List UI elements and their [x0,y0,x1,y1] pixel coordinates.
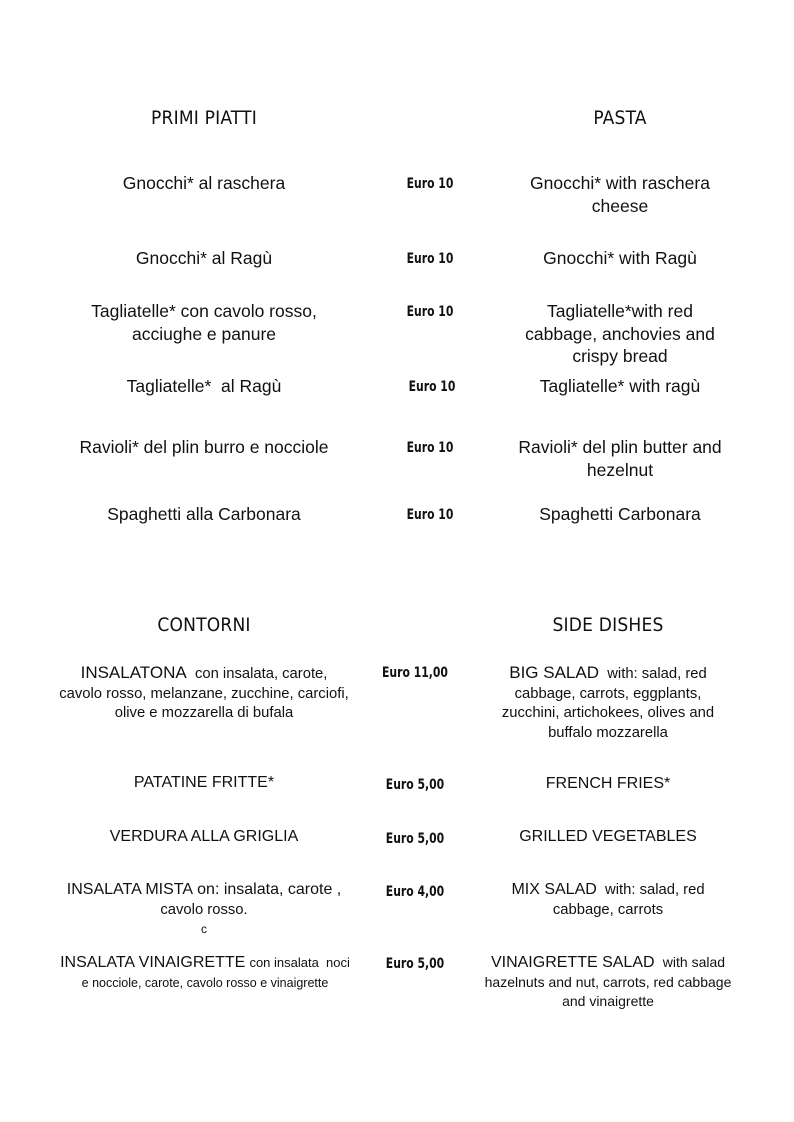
menu-item-en: Tagliatelle*with red cabbage, anchovies and crispy bread [525,301,715,366]
side-dish-desc: con insalata, carote, [194,666,328,682]
side-dish-en-desc: cabbage, carrots, eggplants, zucchini, artichokees, olives and buffalo mozzarella [501,685,715,741]
side-dish-desc: cavolo rosso. [160,901,248,918]
menu-item-price: Euro 10 [408,379,456,395]
side-dish-en-desc: hazelnuts and nut, carrots, red cabbage and vinaigrette [484,973,732,1009]
side-dish-name: INSALATONA [80,663,187,682]
menu-item-it: Spaghetti alla Carbonara [107,504,301,524]
side-dish-it [40,953,370,993]
side-dish-name: PATATINE FRITTE* [133,774,275,791]
side-dish-desc: e nocciole, carote, cavolo rosso e vinaigrette [81,975,329,990]
menu-item-price: Euro 10 [406,507,454,523]
menu-item-en: Tagliatelle* with ragù [539,376,701,396]
side-dish-price: Euro 5,00 [385,777,445,793]
side-dish-it [52,663,356,724]
side-dish-en-desc: with: salad, red [607,666,707,682]
side-dish-extra: c [201,922,207,936]
side-dish-it [44,880,364,940]
side-dish-name: VERDURA ALLA GRIGLIA [109,828,299,845]
side-dish-en-desc: with salad [662,954,726,970]
side-dish-en [486,880,730,920]
side-dish-en-desc: with: salad, red [605,882,705,898]
menu-item-en: Gnocchi* with Ragù [543,248,697,268]
menu-item-en: Spaghetti Carbonara [539,504,701,524]
side-dish-price: Euro 11,00 [382,665,448,681]
menu-item-en: Gnocchi* with raschera cheese [530,173,710,216]
side-dish-en-name: VINAIGRETTE SALAD [490,954,655,971]
section-title-pasta: PASTA [593,107,647,129]
menu-item-price: Euro 10 [406,440,454,456]
menu-item-price: Euro 10 [406,304,454,320]
section-title-side-dishes: SIDE DISHES [552,614,664,636]
menu-item-it: Gnocchi* al raschera [122,173,286,193]
menu-item-en: Ravioli* del plin butter and hezelnut [518,437,722,480]
side-dish-en-name: BIG SALAD [509,663,599,682]
side-dish-en-desc: cabbage, carrots [552,901,664,918]
side-dish-en-name: FRENCH FRIES* [545,775,671,792]
section-title-contorni: CONTORNI [157,614,251,636]
side-dish-en-name: MIX SALAD [511,881,597,898]
side-dish-en-name: GRILLED VEGETABLES [519,828,697,845]
side-dish-desc: cavolo rosso, melanzane, zucchine, carciofi, olive e mozzarella di bufala [59,685,349,721]
side-dish-desc: con insalata noci [249,955,350,970]
menu-item-it: Tagliatelle* con cavolo rosso, acciughe e panure [91,301,317,344]
menu-item-price: Euro 10 [406,176,454,192]
section-title-primi-piatti: PRIMI PIATTI [151,107,257,129]
side-dish-en [486,663,730,743]
side-dish-name: INSALATA VINAIGRETTE [60,954,246,971]
side-dish-desc: on: insalata, carote , [197,881,342,898]
side-dish-price: Euro 5,00 [385,956,445,972]
side-dish-en [472,953,744,1012]
menu-item-price: Euro 10 [406,251,454,267]
side-dish-price: Euro 5,00 [385,831,445,847]
menu-item-it: Ravioli* del plin burro e nocciole [79,437,329,457]
side-dish-price: Euro 4,00 [385,884,445,900]
side-dish-name: INSALATA MISTA [66,881,194,898]
menu-item-it: Gnocchi* al Ragù [135,248,273,268]
menu-item-it: Tagliatelle* al Ragù [126,376,282,396]
